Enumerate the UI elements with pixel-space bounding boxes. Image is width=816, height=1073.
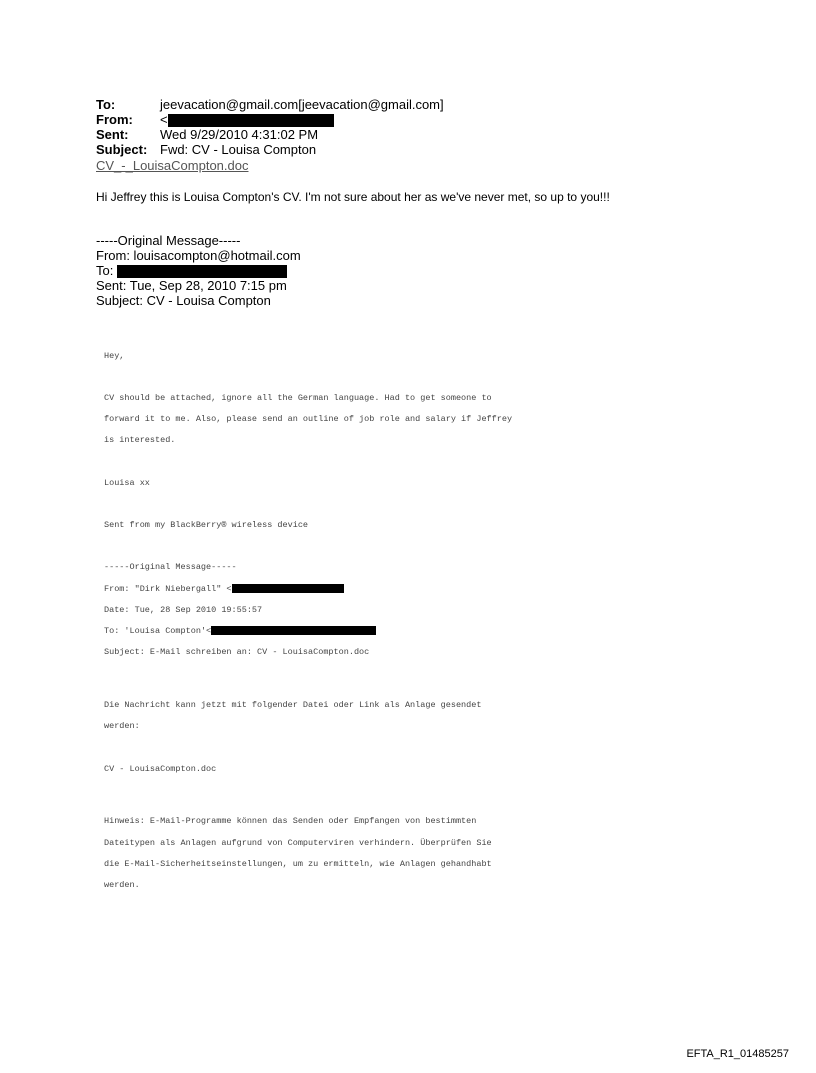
- to-label: To:: [96, 97, 116, 112]
- from-prefix: <: [160, 112, 168, 127]
- german-line-2: werden:: [104, 721, 140, 732]
- sent-row: [96, 127, 444, 142]
- redaction-bar: [168, 114, 334, 127]
- original-sent: Sent: Tue, Sep 28, 2010 7:15 pm: [96, 278, 287, 293]
- redaction-bar: [232, 584, 344, 593]
- fwd-subject: Subject: E-Mail schreiben an: CV - LouisaCompton.doc: [104, 647, 370, 658]
- fwd-to: To: 'Louisa Compton'<: [104, 626, 212, 637]
- attached-file: CV - LouisaCompton.doc: [104, 763, 217, 774]
- body-line-2: forward it to me. Also, please send an outline of job role and salary if Jeffrey: [104, 414, 513, 425]
- message-body: Hi Jeffrey this is Louisa Compton's CV. I'm not sure about her as we've never met, so up to you!!!: [96, 190, 610, 204]
- note-line-4: werden.: [104, 879, 140, 890]
- subject-value: Fwd: CV - Louisa Compton: [160, 142, 317, 157]
- original-from: From: louisacompton@hotmail.com: [96, 248, 301, 263]
- fwd-separator: -----Original Message-----: [104, 562, 237, 573]
- original-separator: -----Original Message-----: [96, 233, 241, 248]
- to-row: [96, 97, 444, 112]
- signoff: Louisa xx: [104, 477, 150, 488]
- fwd-to-row: [104, 626, 512, 637]
- email-header: [96, 97, 444, 157]
- fwd-from: From: "Dirk Niebergall" <: [104, 583, 232, 594]
- attachment-link[interactable]: CV_-_LouisaCompton.doc: [96, 158, 249, 173]
- original-to: To:: [96, 263, 114, 278]
- note-line-3: die E-Mail-Sicherheitseinstellungen, um zu ermitteln, wie Anlagen gehandhabt: [104, 858, 492, 869]
- redaction-bar: [211, 626, 376, 635]
- german-line-1: Die Nachricht kann jetzt mit folgender Datei oder Link als Anlage gesendet: [104, 700, 482, 710]
- document-id: EFTA_R1_01485257: [686, 1048, 789, 1060]
- original-subject: Subject: CV - Louisa Compton: [96, 293, 271, 308]
- subject-label: Subject:: [96, 142, 148, 157]
- sent-from: Sent from my BlackBerry® wireless device: [104, 520, 309, 531]
- fwd-from-row: [104, 584, 512, 595]
- sent-label: Sent:: [96, 127, 129, 142]
- original-to-row: [96, 263, 301, 278]
- greeting: Hey,: [104, 350, 125, 361]
- fwd-date: Date: Tue, 28 Sep 2010 19:55:57: [104, 604, 263, 615]
- note-line-1: Hinweis: E-Mail-Programme können das Senden oder Empfangen von bestimmten: [104, 816, 477, 827]
- forwarded-message: [104, 340, 512, 901]
- subject-row: [96, 142, 444, 157]
- redaction-bar: [117, 265, 287, 278]
- body-line-1: CV should be attached, ignore all the German language. Had to get someone to: [104, 392, 492, 403]
- sent-value: Wed 9/29/2010 4:31:02 PM: [160, 127, 319, 142]
- body-line-3: is interested.: [104, 435, 176, 446]
- original-message: [96, 233, 301, 308]
- from-row: [96, 112, 444, 127]
- note-line-2: Dateitypen als Anlagen aufgrund von Computerviren verhindern. Überprüfen Sie: [104, 837, 492, 848]
- to-value: jeevacation@gmail.com[jeevacation@gmail.com]: [160, 97, 444, 112]
- from-label: From:: [96, 112, 133, 127]
